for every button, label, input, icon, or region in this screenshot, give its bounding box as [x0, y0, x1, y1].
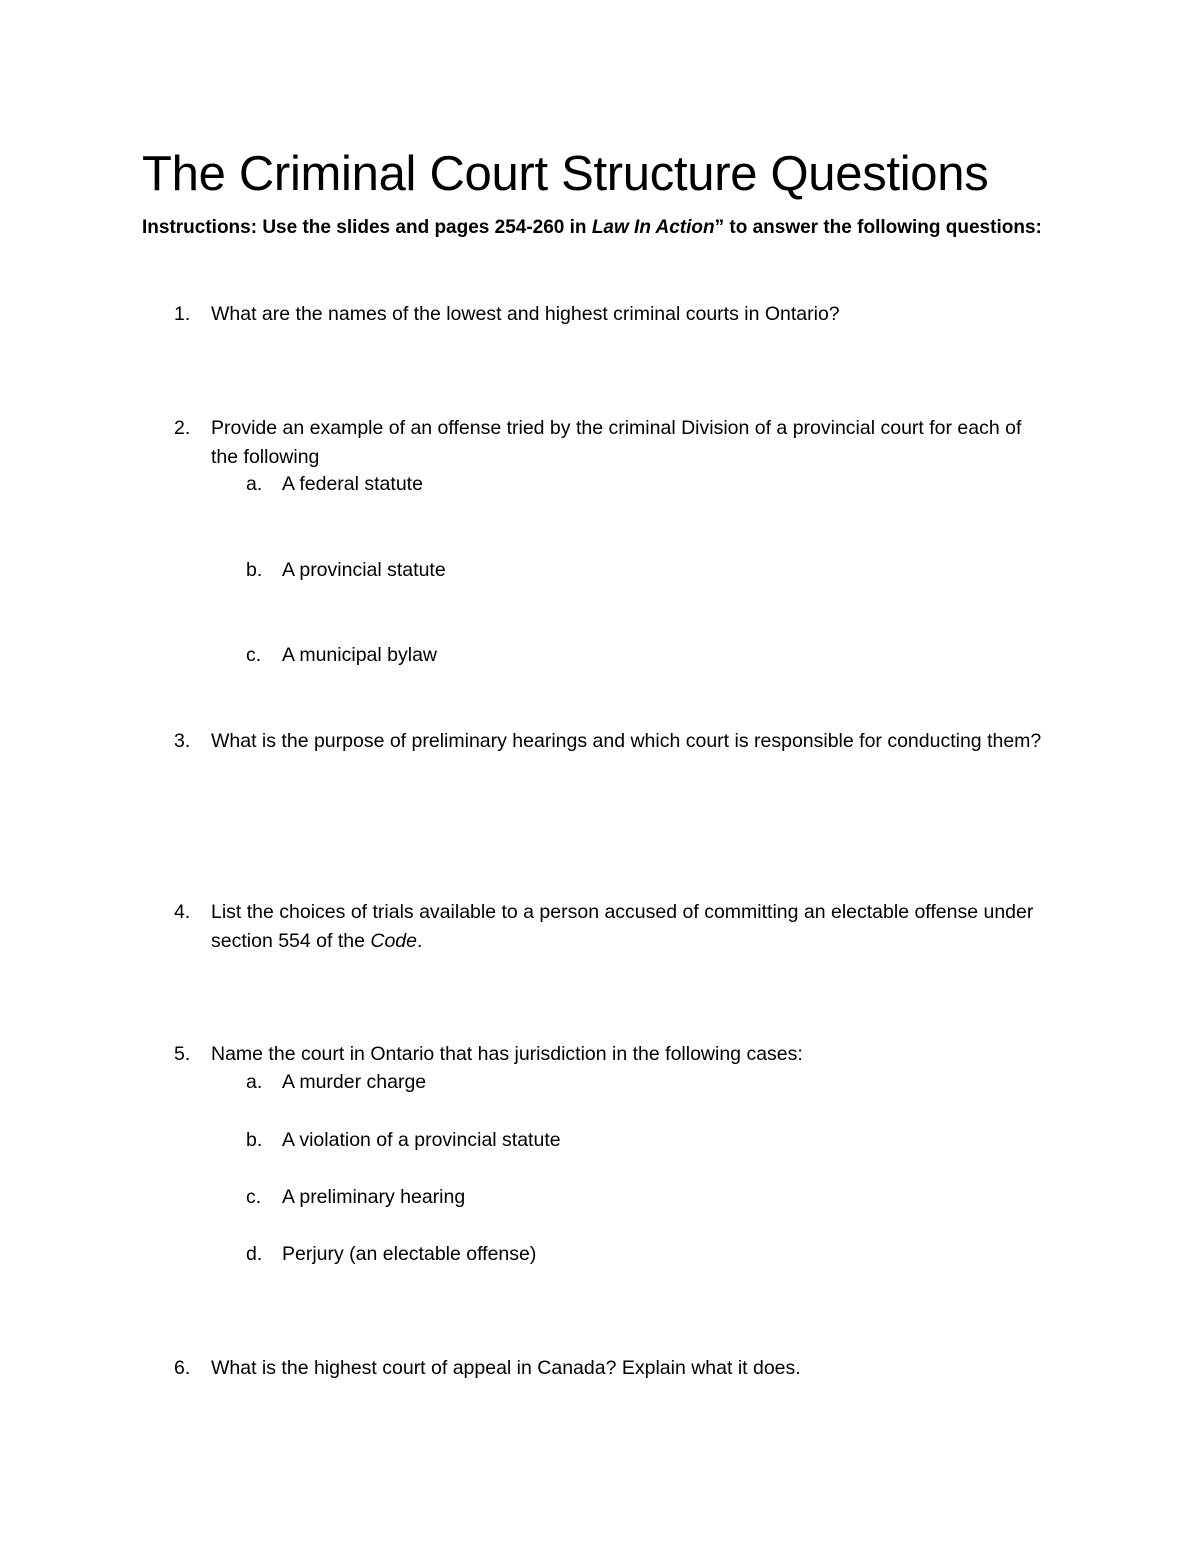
question-text	[211, 898, 1044, 955]
instructions-book-title: Law In Action	[591, 217, 715, 238]
question-1	[174, 300, 1044, 329]
question-number: 4.	[174, 901, 191, 923]
sub-item-letter: d.	[246, 1243, 263, 1265]
question-number: 3.	[174, 730, 191, 752]
question-number: 5.	[174, 1043, 191, 1065]
question-text: What is the highest court of appeal in Canada? Explain what it does.	[211, 1357, 801, 1379]
question-number: 1.	[174, 303, 191, 325]
question-5-sub-b	[246, 1126, 1046, 1155]
question-text-main: List the choices of trials available to a person accused of committing an electable offense under section 554 of the	[211, 901, 1034, 952]
sub-item-text: A preliminary hearing	[282, 1186, 466, 1208]
sub-item-text: A violation of a provincial statute	[282, 1129, 561, 1151]
question-text: What is the purpose of preliminary hearings and which court is responsible for conducting them?	[211, 730, 1042, 752]
sub-item-text: A provincial statute	[282, 559, 446, 581]
question-3	[174, 727, 1044, 756]
question-6	[174, 1354, 1044, 1383]
sub-item-letter: c.	[246, 644, 262, 666]
sub-item-text: A murder charge	[282, 1071, 427, 1093]
sub-item-text: Perjury (an electable offense)	[282, 1243, 537, 1265]
instructions-prefix: Instructions: Use the slides and pages 254-260 in	[142, 217, 592, 238]
sub-item-letter: b.	[246, 559, 263, 581]
page-title: The Criminal Court Structure Questions	[142, 147, 989, 201]
question-number: 2.	[174, 417, 191, 439]
question-text-end: .	[417, 929, 423, 952]
question-2-sub-b	[246, 556, 1046, 585]
question-2	[174, 414, 1044, 471]
question-4	[174, 898, 1044, 955]
sub-item-text: A municipal bylaw	[282, 644, 437, 666]
sub-item-letter: a.	[246, 1071, 263, 1093]
question-number: 6.	[174, 1357, 191, 1379]
question-text: What are the names of the lowest and highest criminal courts in Ontario?	[211, 303, 840, 325]
question-2-sub-c	[246, 641, 1046, 670]
instructions-suffix: ” to answer the following questions:	[714, 217, 1042, 238]
question-5-sub-a	[246, 1068, 1046, 1097]
sub-item-letter: a.	[246, 473, 263, 495]
question-2-sub-a	[246, 470, 1046, 499]
question-5	[174, 1040, 1044, 1069]
question-text: Provide an example of an offense tried by the criminal Division of a provincial court for each of the following	[211, 417, 1022, 468]
question-5-sub-d	[246, 1240, 1046, 1269]
question-5-sub-c	[246, 1183, 1046, 1212]
question-text: Name the court in Ontario that has jurisdiction in the following cases:	[211, 1043, 803, 1065]
sub-item-text: A federal statute	[282, 473, 423, 495]
sub-item-letter: c.	[246, 1186, 262, 1208]
code-reference: Code	[370, 929, 417, 952]
sub-item-letter: b.	[246, 1129, 263, 1151]
instructions	[142, 214, 1062, 242]
